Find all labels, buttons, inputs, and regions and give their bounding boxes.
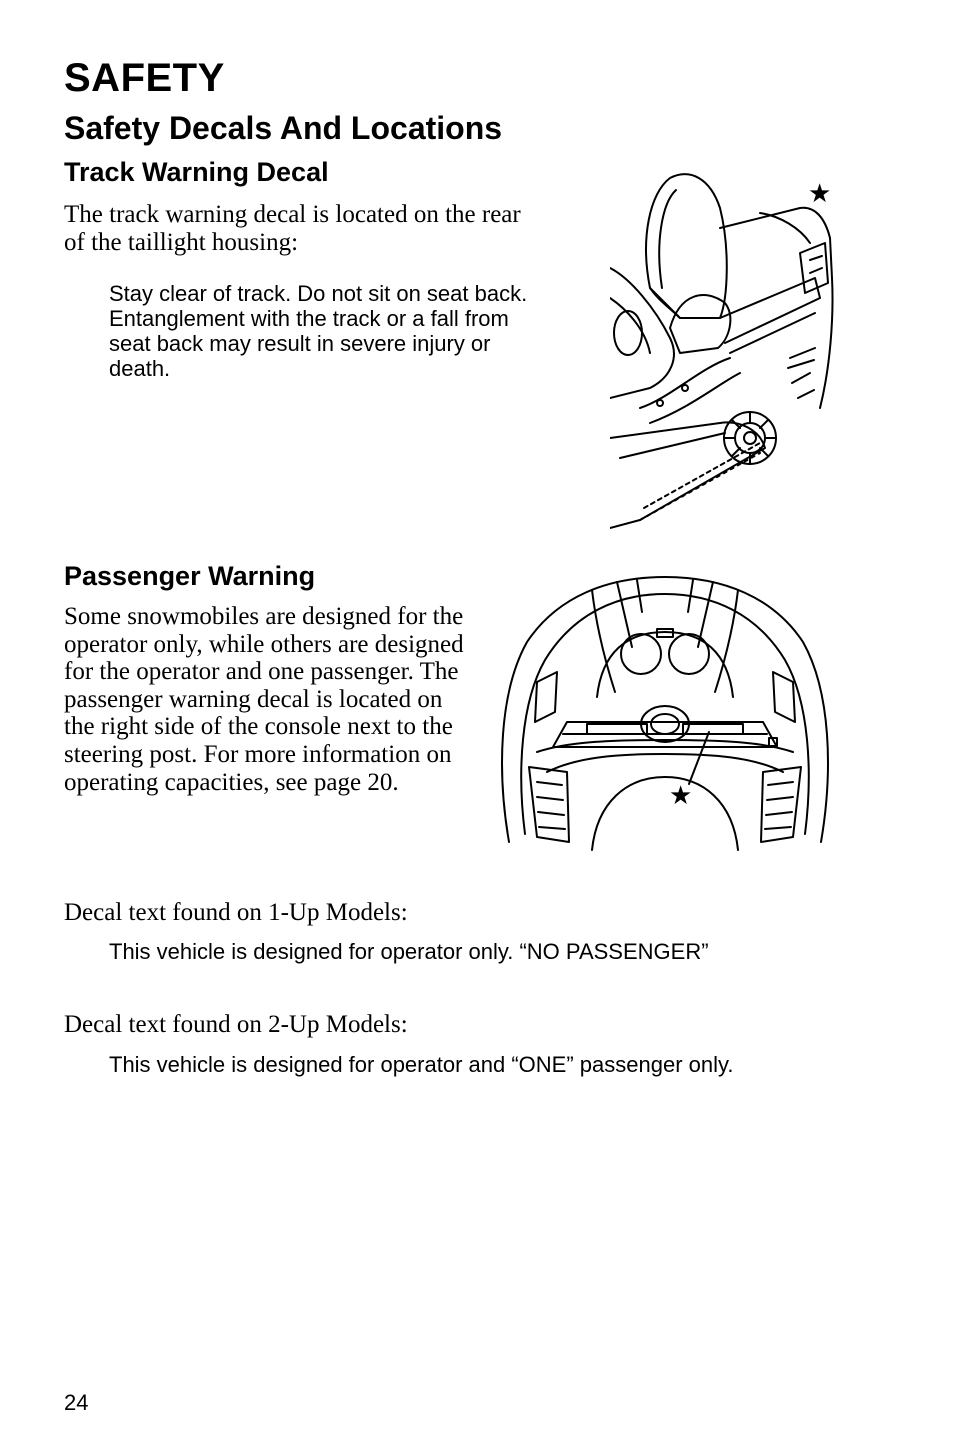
one-up-label: Decal text found on 1-Up Models: — [64, 899, 408, 926]
console-illustration — [497, 572, 833, 854]
taillight-housing-illustration — [610, 168, 842, 533]
passenger-warning-body: Some snowmobiles are designed for the operator only, while others are designed for the operator and one passenger. The passenger warning decal is located on the right side of the console next to the steering post. For more information on operating capacities, see page 20. — [64, 603, 464, 796]
track-warning-decal-text: Stay clear of track. Do not sit on seat back. Entanglement with the track or a fall from seat back may result in severe injury or death. — [109, 281, 528, 381]
page-number: 24 — [64, 1390, 89, 1415]
decal-location-star-icon: ★ — [808, 179, 832, 209]
decal-location-star-icon: ★ — [669, 781, 693, 811]
two-up-decal-text: This vehicle is designed for operator and “ONE” passenger only. — [109, 1052, 734, 1077]
track-warning-intro: The track warning decal is located on the rear of the taillight housing: — [64, 201, 521, 256]
track-warning-heading: Track Warning Decal — [64, 157, 329, 187]
passenger-warning-heading: Passenger Warning — [64, 561, 316, 591]
page-title: Safety Decals And Locations — [64, 110, 503, 146]
two-up-label: Decal text found on 2-Up Models: — [64, 1011, 408, 1038]
section-title: SAFETY — [64, 56, 225, 100]
one-up-decal-text: This vehicle is designed for operator only. “NO PASSENGER” — [109, 939, 709, 964]
